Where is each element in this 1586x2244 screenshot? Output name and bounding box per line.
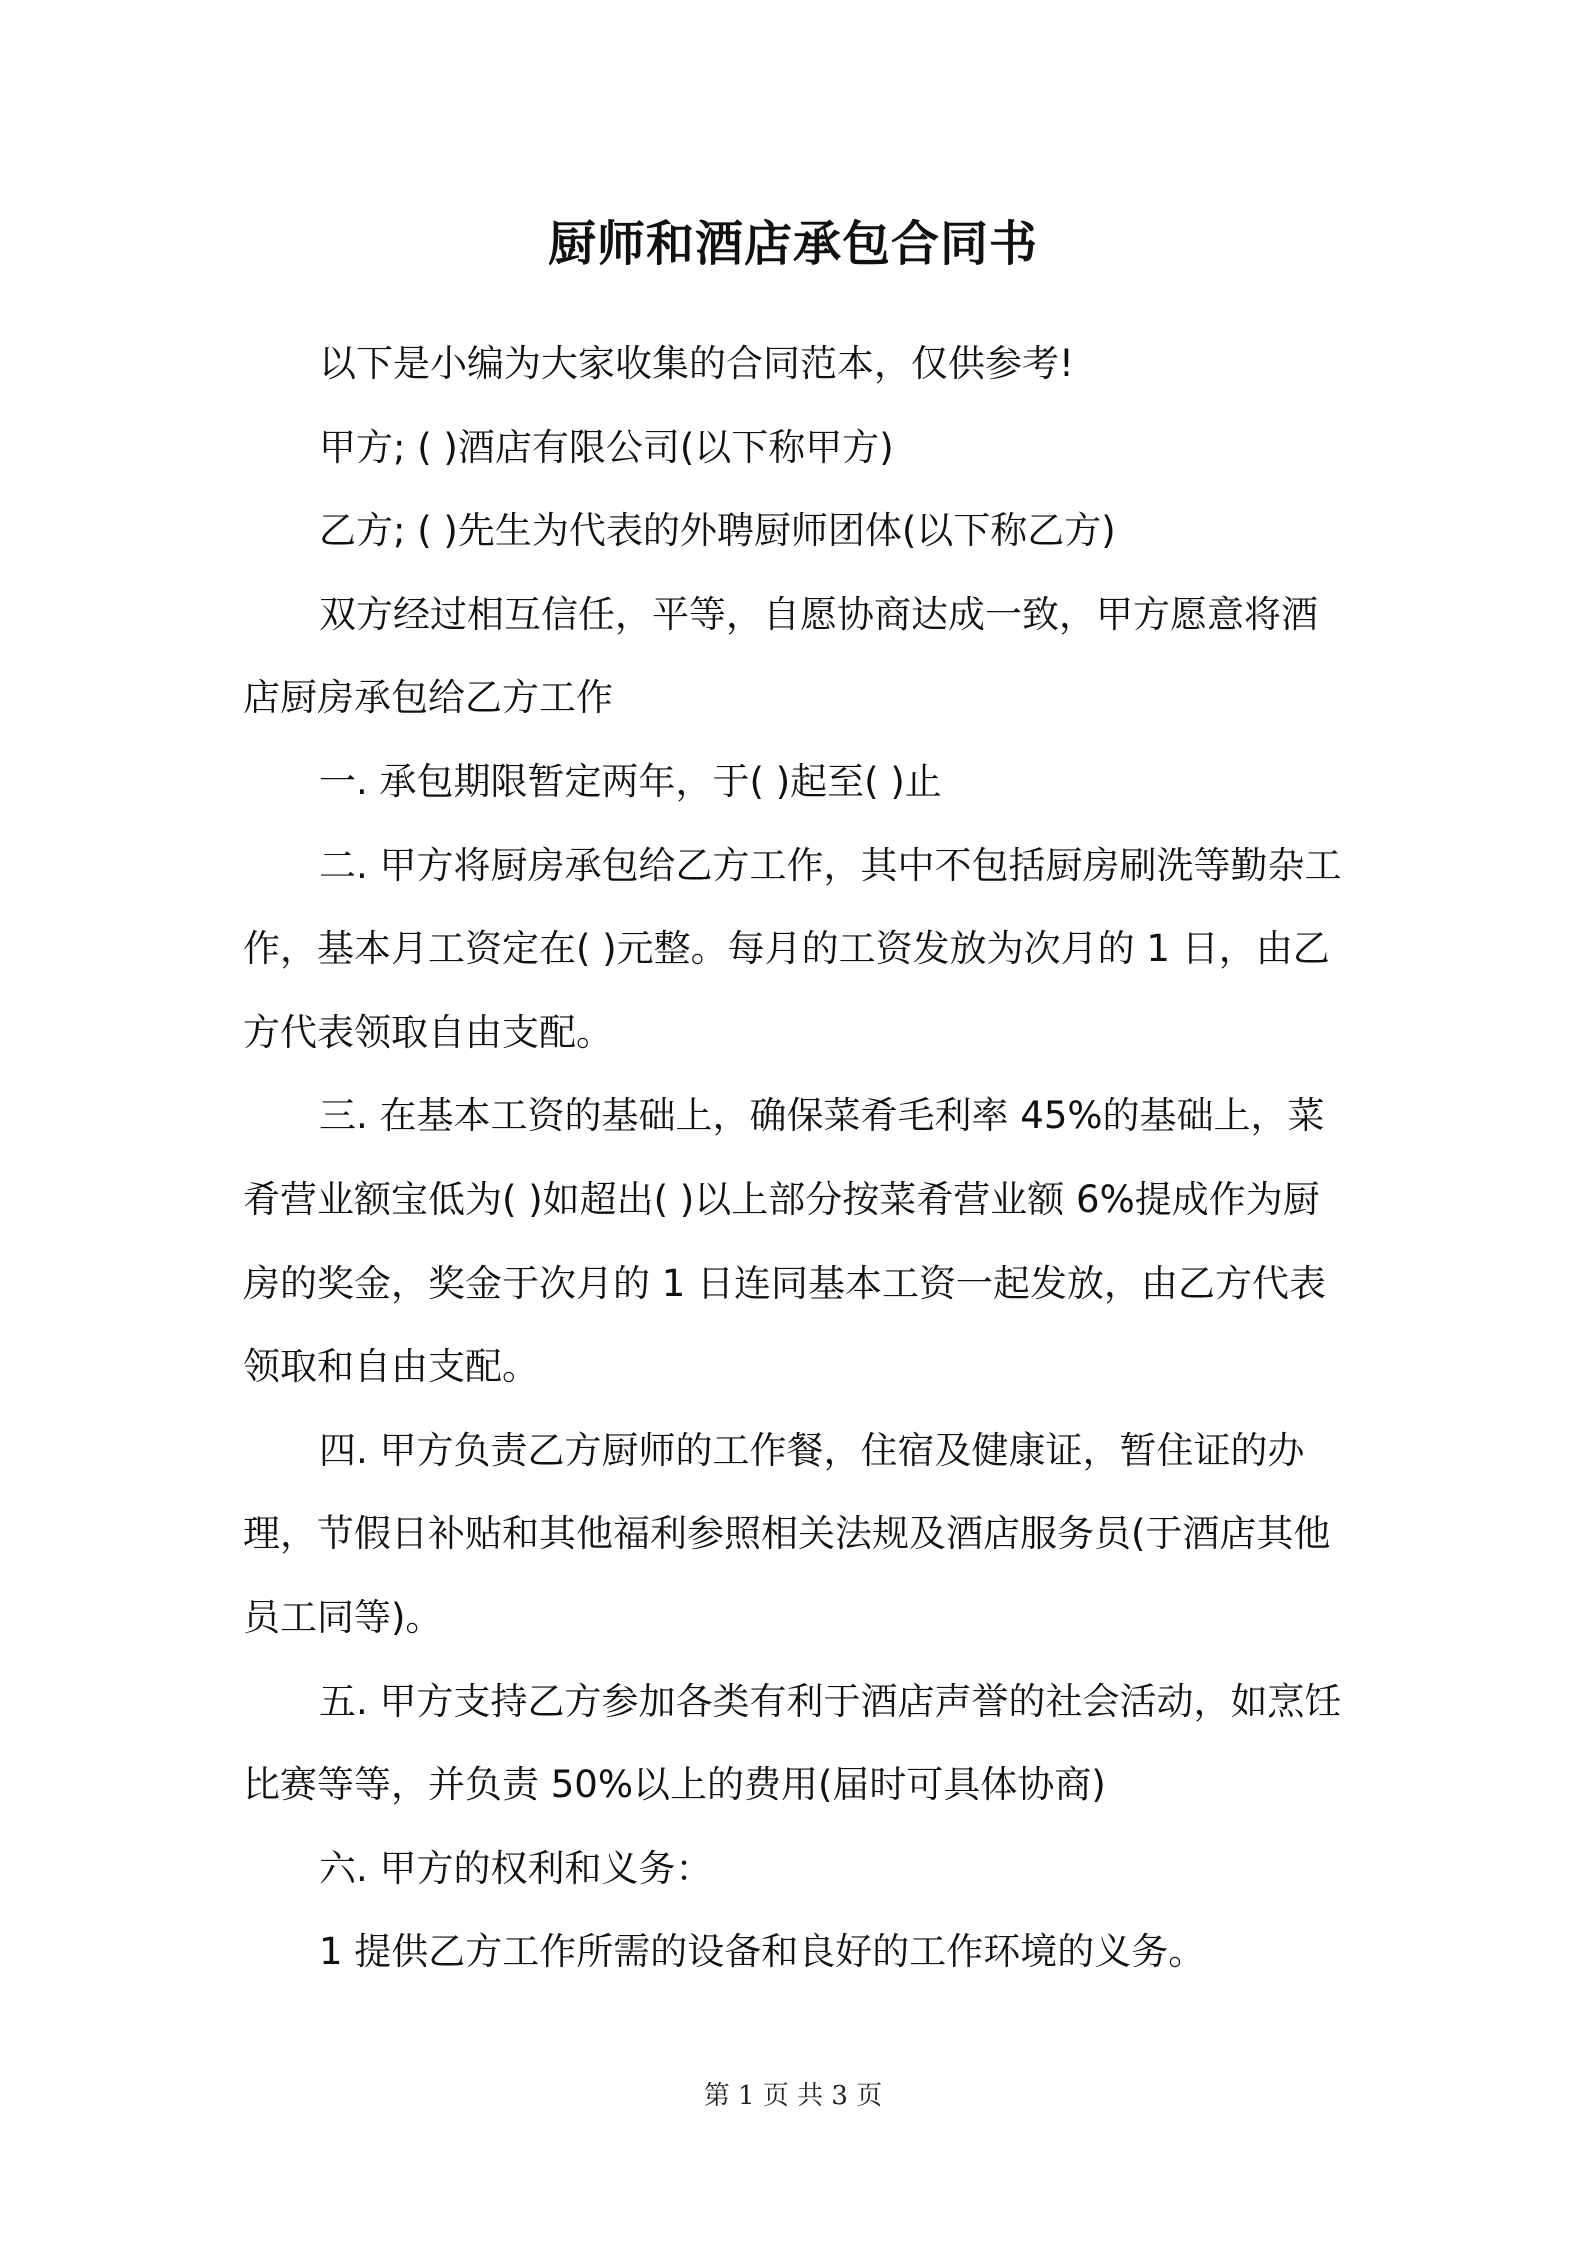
document-body (243, 322, 1353, 1994)
page-number-footer: 第 1 页 共 3 页 (703, 2081, 883, 2111)
document-title: 厨师和酒店承包合同书 (547, 216, 1038, 272)
clause-2-paragraph: 二. 甲方将厨房承包给乙方工作，其中不包括厨房刷洗等勤杂工作，基本月工资定在( )元整。每月的工资发放为次月的 1 日，由乙方代表领取自由支配。 (243, 843, 1342, 1054)
agreement-paragraph: 双方经过相互信任，平等，自愿协商达成一致，甲方愿意将酒店厨房承包给乙方工作 (243, 592, 1318, 720)
clause-3-paragraph: 三. 在基本工资的基础上，确保菜肴毛利率 45%的基础上，菜肴营业额宝低为( )如超出( )以上部分按菜肴营业额 6%提成作为厨房的奖金，奖金于次月的 1 日连同基本工资一起发放，由乙方代表领取和自由支配。 (243, 1094, 1327, 1389)
intro-paragraph: 以下是小编为大家收集的合同范本，仅供参考! (319, 342, 1074, 385)
party-a-paragraph: 甲方; ( )酒店有限公司(以下称甲方) (319, 425, 894, 469)
party-b-paragraph: 乙方; ( )先生为代表的外聘厨师团体(以下称乙方) (319, 509, 1116, 553)
clause-6-item-1-paragraph: 1 提供乙方工作所需的设备和良好的工作环境的义务。 (319, 1930, 1206, 1974)
clause-5-paragraph: 五. 甲方支持乙方参加各类有利于酒店声誉的社会活动，如烹饪比赛等等，并负责 50%以上的费用(届时可具体协商) (243, 1679, 1342, 1807)
clause-1-paragraph: 一. 承包期限暂定两年，于( )起至( )止 (319, 759, 942, 803)
clause-6-paragraph: 六. 甲方的权利和义务： (319, 1846, 713, 1890)
clause-4-paragraph: 四. 甲方负责乙方厨师的工作餐，住宿及健康证，暂住证的办理，节假日补贴和其他福利参照相关法规及酒店服务员(于酒店其他员工同等)。 (243, 1428, 1331, 1639)
